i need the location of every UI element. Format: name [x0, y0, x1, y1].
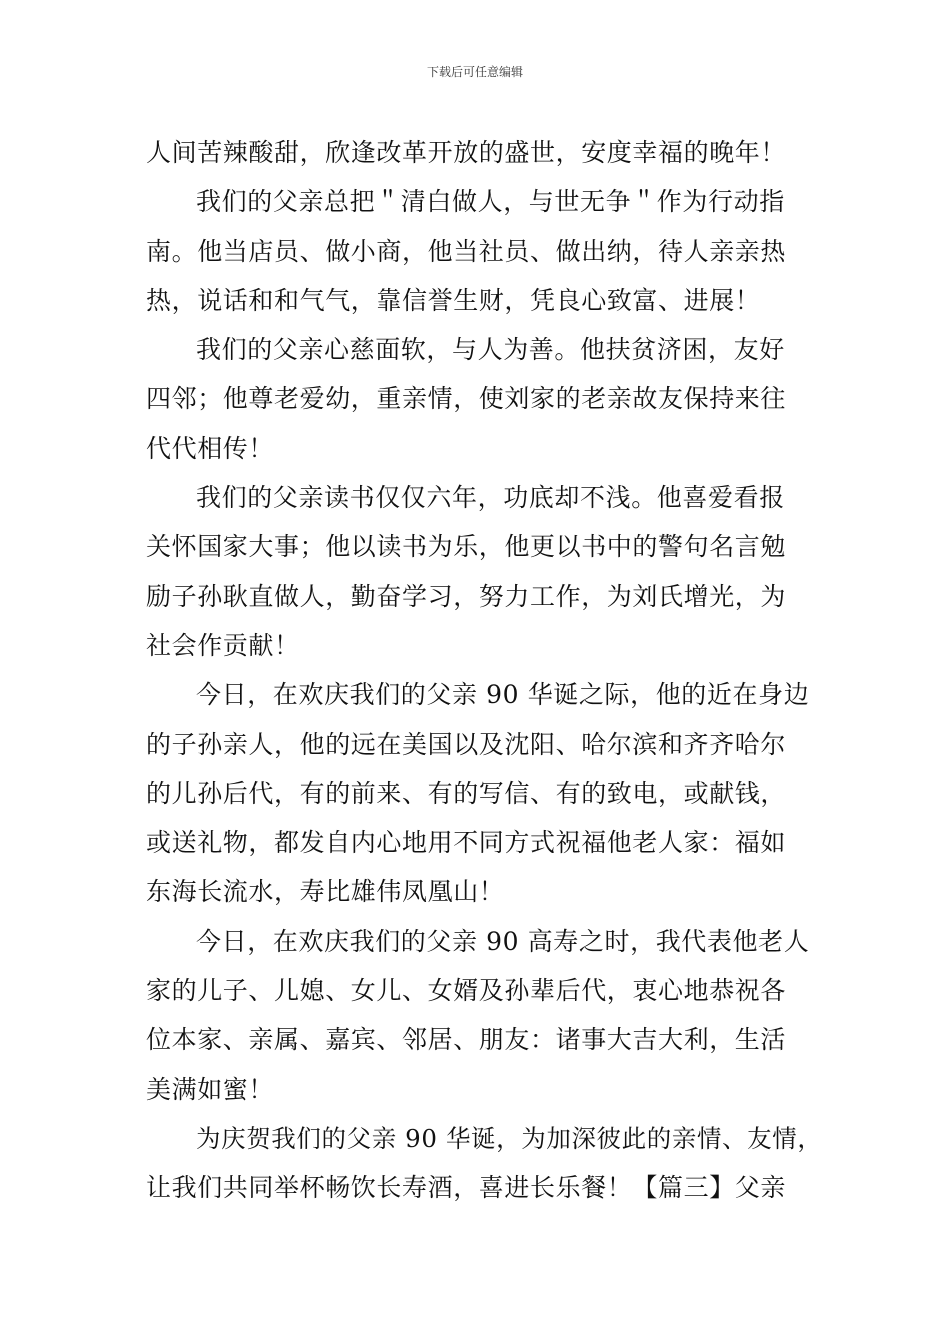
text-line: 位本家、亲属、嘉宾、邻居、朋友：诸事大吉大利，生活 — [146, 1025, 787, 1055]
text-line: 的子孙亲人，他的远在美国以及沈阳、哈尔滨和齐齐哈尔 — [146, 729, 787, 759]
text-line: 四邻；他尊老爱幼，重亲情，使刘家的老亲故友保持来往 — [146, 384, 787, 414]
text-line: 今日，在欢庆我们的父亲 90 华诞之际，他的近在身边 — [196, 680, 810, 710]
text-line: 今日，在欢庆我们的父亲 90 高寿之时，我代表他老人 — [196, 926, 810, 956]
text-line: 南。他当店员、做小商，他当社员、做出纳，待人亲亲热 — [146, 236, 787, 266]
text-line: 我们的父亲读书仅仅六年，功底却不浅。他喜爱看报 — [196, 483, 785, 513]
text-line: 或送礼物，都发自内心地用不同方式祝福他老人家：福如 — [146, 828, 787, 858]
text-line: 的儿孙后代，有的前来、有的写信、有的致电，或献钱， — [146, 778, 787, 808]
text-line: 家的儿子、儿媳、女儿、女婿及孙辈后代，衷心地恭祝各 — [146, 976, 787, 1006]
text-line: 代代相传！ — [146, 433, 275, 463]
text-line: 励子孙耿直做人，勤奋学习，努力工作，为刘氏增光，为 — [146, 581, 787, 611]
text-line: 东海长流水，寿比雄伟凤凰山！ — [146, 877, 505, 907]
text-line: 我们的父亲总把＂清白做人，与世无争＂作为行动指 — [196, 187, 785, 217]
text-line: 关怀国家大事；他以读书为乐，他更以书中的警句名言勉 — [146, 532, 787, 562]
text-line: 让我们共同举杯畅饮长寿酒，喜进长乐餐！【篇三】父亲 — [146, 1173, 787, 1203]
text-line: 美满如蜜！ — [146, 1074, 275, 1104]
text-line: 热，说话和和气气，靠信誉生财，凭良心致富、进展！ — [146, 285, 761, 315]
text-line: 为庆贺我们的父亲 90 华诞，为加深彼此的亲情、友情， — [196, 1123, 823, 1153]
text-line: 社会作贡献！ — [146, 630, 300, 660]
text-line: 我们的父亲心慈面软，与人为善。他扶贫济困，友好 — [196, 335, 785, 365]
page-header: 下载后可任意编辑 — [426, 65, 523, 79]
document-body — [146, 128, 826, 1213]
text-line: 人间苦辣酸甜，欣逢改革开放的盛世，安度幸福的晚年！ — [146, 138, 787, 167]
